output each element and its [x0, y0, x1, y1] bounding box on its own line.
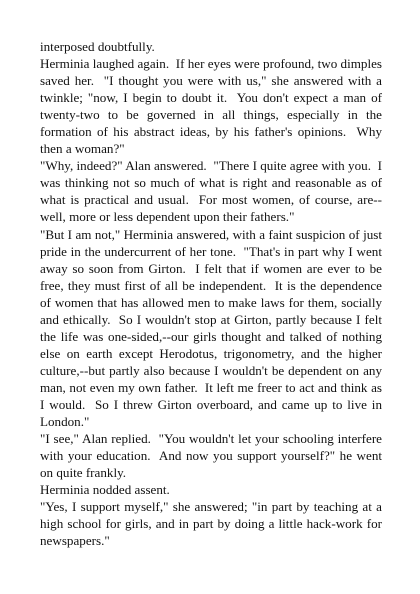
paragraph: "But I am not," Herminia answered, with a faint suspicion of just pride in the undercurrent of her tone. "That's in part why I went away so soon from Girton. I felt that if women are ever to be free, they must first of all be independent. It is the dependence of women that has allowed men to make laws for them, socially and ethically. So I wouldn't stop at Girton, partly because I felt the life was one-sided,--our girls thought and talked of nothing else on earth except Herodotus, trigonometry, and the higher culture,--but partly also because I wouldn't be dependent on any man, not even my own father. It left me freer to act and think as I would. So I threw Girton overboard, and came up to live in London."	[40, 226, 386, 430]
paragraph: "Why, indeed?" Alan answered. "There I quite agree with you. I was thinking not so much of what is right and reasonable as of what is practical and usual. For most women, of course, are--well, more or less dependent upon their fathers."	[40, 158, 386, 225]
paragraph: "Yes, I support myself," she answered; "in part by teaching at a high school for girls, and in part by doing a little hack-work for newspapers."	[40, 499, 386, 549]
paragraph: Herminia nodded assent.	[40, 482, 170, 498]
paragraph: "I see," Alan replied. "You wouldn't let your schooling interfere with your education. And now you support yourself?" he went on quite frankly.	[40, 431, 386, 481]
paragraph: Herminia laughed again. If her eyes were profound, two dimples saved her. "I thought you were with us," she answered with a twinkle; "now, I begin to doubt it. You don't expect a man of twenty-two to be governed in all things, especially in the formation of his abstract ideas, by his father's opinions. Why then a woman?"	[40, 56, 386, 157]
body-text	[40, 38, 386, 549]
paragraph: interposed doubtfully.	[40, 39, 155, 54]
